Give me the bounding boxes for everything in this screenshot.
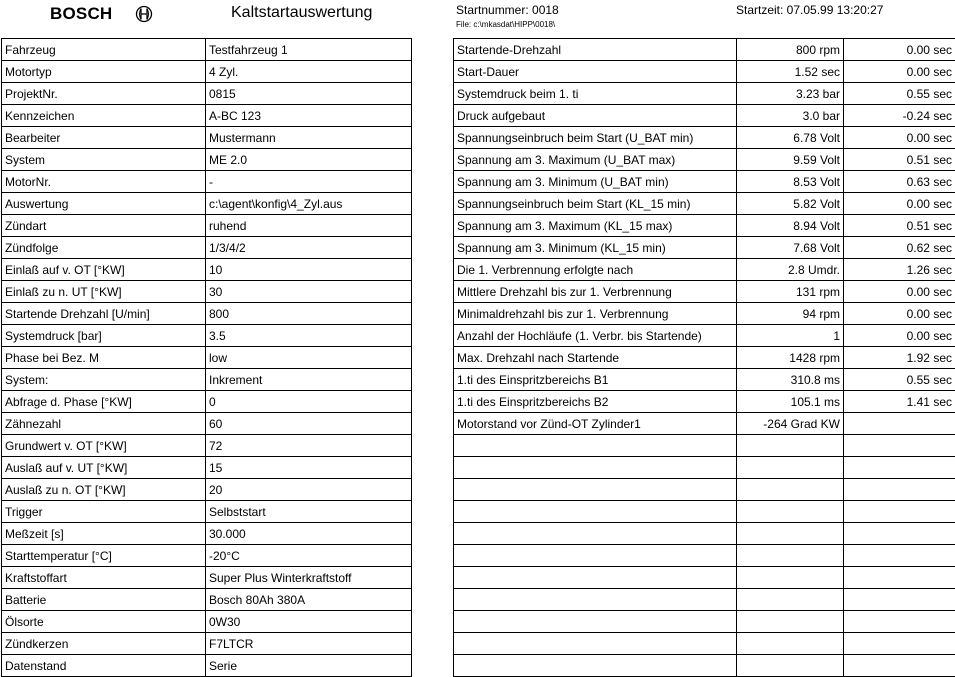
result-time [844, 611, 955, 633]
parameter-label: Batterie [2, 589, 206, 611]
result-value [737, 633, 844, 655]
result-label [454, 479, 737, 501]
table-row [2, 105, 412, 127]
table-row [2, 193, 412, 215]
result-label: Spannungseinbruch beim Start (KL_15 min) [454, 193, 737, 215]
result-time: 1.41 sec [844, 391, 955, 413]
table-row [2, 479, 412, 501]
table-row [454, 149, 955, 171]
result-label: Spannungseinbruch beim Start (U_BAT min) [454, 127, 737, 149]
table-row [454, 127, 955, 149]
result-label: Druck aufgebaut [454, 105, 737, 127]
result-label: 1.ti des Einspritzbereichs B2 [454, 391, 737, 413]
parameter-label: Datenstand [2, 655, 206, 677]
start-number: Startnummer: 0018 [456, 3, 559, 17]
parameter-label: Bearbeiter [2, 127, 206, 149]
table-row [454, 325, 955, 347]
table-row [2, 413, 412, 435]
table-row [2, 259, 412, 281]
brand-logo: BOSCH [50, 4, 112, 24]
result-time [844, 457, 955, 479]
parameter-label: Auslaß auf v. UT [°KW] [2, 457, 206, 479]
parameter-label: Fahrzeug [2, 39, 206, 61]
result-time [844, 567, 955, 589]
parameter-value: Testfahrzeug 1 [206, 39, 412, 61]
table-row [2, 523, 412, 545]
result-label [454, 633, 737, 655]
result-label: Minimaldrehzahl bis zur 1. Verbrennung [454, 303, 737, 325]
result-value: 3.0 bar [737, 105, 844, 127]
parameter-value: 60 [206, 413, 412, 435]
parameter-value: Mustermann [206, 127, 412, 149]
result-time: 0.00 sec [844, 193, 955, 215]
result-time: 0.51 sec [844, 215, 955, 237]
parameter-label: Auslaß zu n. OT [°KW] [2, 479, 206, 501]
result-value: 2.8 Umdr. [737, 259, 844, 281]
table-row [2, 347, 412, 369]
table-row [454, 61, 955, 83]
parameter-value: Serie [206, 655, 412, 677]
table-row [454, 369, 955, 391]
parameter-value: ruhend [206, 215, 412, 237]
table-row [2, 237, 412, 259]
parameter-value: Super Plus Winterkraftstoff [206, 567, 412, 589]
parameter-value: 15 [206, 457, 412, 479]
result-value: 1.52 sec [737, 61, 844, 83]
parameter-value: Selbststart [206, 501, 412, 523]
result-time [844, 435, 955, 457]
table-row [454, 193, 955, 215]
result-value: 131 rpm [737, 281, 844, 303]
table-row [454, 589, 955, 611]
result-time: 0.62 sec [844, 237, 955, 259]
parameter-value: 72 [206, 435, 412, 457]
table-row [2, 501, 412, 523]
result-value [737, 655, 844, 677]
result-time [844, 655, 955, 677]
table-row [454, 259, 955, 281]
parameter-value: 0W30 [206, 611, 412, 633]
parameter-value: 4 Zyl. [206, 61, 412, 83]
result-time: 1.92 sec [844, 347, 955, 369]
result-label: Spannung am 3. Minimum (U_BAT min) [454, 171, 737, 193]
result-value: 8.94 Volt [737, 215, 844, 237]
table-row [2, 39, 412, 61]
result-value: 7.68 Volt [737, 237, 844, 259]
result-value: -264 Grad KW [737, 413, 844, 435]
result-label: Motorstand vor Zünd-OT Zylinder1 [454, 413, 737, 435]
result-value: 6.78 Volt [737, 127, 844, 149]
parameter-label: System [2, 149, 206, 171]
result-label: Start-Dauer [454, 61, 737, 83]
vehicle-parameters-table [1, 38, 412, 677]
parameter-label: Trigger [2, 501, 206, 523]
parameter-label: System: [2, 369, 206, 391]
result-time: 0.00 sec [844, 325, 955, 347]
table-row [2, 171, 412, 193]
parameter-label: Einlaß auf v. OT [°KW] [2, 259, 206, 281]
table-row [2, 281, 412, 303]
result-label: Spannung am 3. Maximum (U_BAT max) [454, 149, 737, 171]
result-time [844, 633, 955, 655]
parameter-value: F7LTCR [206, 633, 412, 655]
table-row [454, 281, 955, 303]
table-row [2, 127, 412, 149]
table-row [2, 457, 412, 479]
parameter-label: Starttemperatur [°C] [2, 545, 206, 567]
result-value [737, 435, 844, 457]
table-row [454, 171, 955, 193]
result-label: Anzahl der Hochläufe (1. Verbr. bis Startende) [454, 325, 737, 347]
result-value [737, 611, 844, 633]
table-row [2, 391, 412, 413]
table-row [454, 501, 955, 523]
parameter-label: ProjektNr. [2, 83, 206, 105]
result-value: 94 rpm [737, 303, 844, 325]
result-value [737, 457, 844, 479]
table-row [454, 347, 955, 369]
result-label: Max. Drehzahl nach Startende [454, 347, 737, 369]
table-row [454, 83, 955, 105]
result-label [454, 501, 737, 523]
table-row [2, 61, 412, 83]
parameter-value: 30 [206, 281, 412, 303]
table-row [454, 567, 955, 589]
result-value: 1428 rpm [737, 347, 844, 369]
parameter-label: Zündart [2, 215, 206, 237]
table-row [2, 589, 412, 611]
result-label: Mittlere Drehzahl bis zur 1. Verbrennung [454, 281, 737, 303]
result-value [737, 523, 844, 545]
parameter-label: Phase bei Bez. M [2, 347, 206, 369]
parameter-label: Auswertung [2, 193, 206, 215]
parameter-label: Zündfolge [2, 237, 206, 259]
result-label: Spannung am 3. Maximum (KL_15 max) [454, 215, 737, 237]
parameter-value: 0815 [206, 83, 412, 105]
result-time: 0.00 sec [844, 281, 955, 303]
table-row [2, 215, 412, 237]
result-label [454, 545, 737, 567]
parameter-label: Motortyp [2, 61, 206, 83]
table-row [454, 545, 955, 567]
table-row [454, 611, 955, 633]
page-title: Kaltstartauswertung [231, 4, 372, 22]
result-label [454, 589, 737, 611]
parameter-value: 20 [206, 479, 412, 501]
parameter-label: Abfrage d. Phase [°KW] [2, 391, 206, 413]
result-time [844, 501, 955, 523]
parameter-value: Bosch 80Ah 380A [206, 589, 412, 611]
result-time: 0.63 sec [844, 171, 955, 193]
result-value [737, 479, 844, 501]
result-time: 0.51 sec [844, 149, 955, 171]
table-row [454, 435, 955, 457]
parameter-label: Kennzeichen [2, 105, 206, 127]
parameter-label: Meßzeit [s] [2, 523, 206, 545]
file-path: File: c:\mkasdat\HIPP\0018\ [456, 20, 555, 29]
result-time: 0.00 sec [844, 127, 955, 149]
start-time: Startzeit: 07.05.99 13:20:27 [736, 3, 883, 17]
result-time: 0.55 sec [844, 369, 955, 391]
result-time: 0.55 sec [844, 83, 955, 105]
result-label: Startende-Drehzahl [454, 39, 737, 61]
parameter-label: Startende Drehzahl [U/min] [2, 303, 206, 325]
result-label [454, 457, 737, 479]
result-label [454, 435, 737, 457]
parameter-value: ME 2.0 [206, 149, 412, 171]
table-row [454, 391, 955, 413]
result-time [844, 413, 955, 435]
parameter-label: Einlaß zu n. UT [°KW] [2, 281, 206, 303]
table-row [2, 83, 412, 105]
table-row [2, 611, 412, 633]
parameter-label: Kraftstoffart [2, 567, 206, 589]
table-row [454, 655, 955, 677]
parameter-value: 10 [206, 259, 412, 281]
table-row [454, 523, 955, 545]
table-row [2, 149, 412, 171]
parameter-value: 3.5 [206, 325, 412, 347]
parameter-label: Systemdruck [bar] [2, 325, 206, 347]
table-row [2, 655, 412, 677]
table-row [2, 545, 412, 567]
result-time [844, 523, 955, 545]
parameter-value: 1/3/4/2 [206, 237, 412, 259]
result-value [737, 545, 844, 567]
parameter-value: 30.000 [206, 523, 412, 545]
result-time [844, 589, 955, 611]
table-row [2, 303, 412, 325]
result-label [454, 523, 737, 545]
result-time [844, 479, 955, 501]
evaluation-results-table [453, 38, 955, 677]
result-value: 8.53 Volt [737, 171, 844, 193]
result-value: 800 rpm [737, 39, 844, 61]
parameter-value: c:\agent\konfig\4_Zyl.aus [206, 193, 412, 215]
parameter-label: Zündkerzen [2, 633, 206, 655]
parameter-value: low [206, 347, 412, 369]
result-time: 0.00 sec [844, 303, 955, 325]
result-value: 105.1 ms [737, 391, 844, 413]
table-row [454, 105, 955, 127]
result-label [454, 611, 737, 633]
result-time: 0.00 sec [844, 61, 955, 83]
result-value: 5.82 Volt [737, 193, 844, 215]
result-label: 1.ti des Einspritzbereichs B1 [454, 369, 737, 391]
bosch-armature-icon [135, 5, 153, 23]
result-time: 0.00 sec [844, 39, 955, 61]
table-row [454, 457, 955, 479]
parameter-label: Grundwert v. OT [°KW] [2, 435, 206, 457]
result-label: Spannung am 3. Minimum (KL_15 min) [454, 237, 737, 259]
result-label [454, 655, 737, 677]
table-row [454, 479, 955, 501]
table-row [2, 325, 412, 347]
result-value: 3.23 bar [737, 83, 844, 105]
result-value: 9.59 Volt [737, 149, 844, 171]
result-value [737, 589, 844, 611]
parameter-value: -20°C [206, 545, 412, 567]
table-row [454, 39, 955, 61]
parameter-value: 0 [206, 391, 412, 413]
table-row [2, 567, 412, 589]
result-value: 1 [737, 325, 844, 347]
result-label: Die 1. Verbrennung erfolgte nach [454, 259, 737, 281]
parameter-value: 800 [206, 303, 412, 325]
result-label [454, 567, 737, 589]
parameter-label: Zähnezahl [2, 413, 206, 435]
parameter-label: MotorNr. [2, 171, 206, 193]
result-value [737, 567, 844, 589]
parameter-label: Ölsorte [2, 611, 206, 633]
result-value: 310.8 ms [737, 369, 844, 391]
parameter-value: Inkrement [206, 369, 412, 391]
table-row [454, 303, 955, 325]
result-time: -0.24 sec [844, 105, 955, 127]
result-value [737, 501, 844, 523]
table-row [2, 633, 412, 655]
parameter-value: A-BC 123 [206, 105, 412, 127]
table-row [454, 237, 955, 259]
table-row [2, 369, 412, 391]
parameter-value: - [206, 171, 412, 193]
result-time [844, 545, 955, 567]
result-label: Systemdruck beim 1. ti [454, 83, 737, 105]
table-row [454, 413, 955, 435]
table-row [2, 435, 412, 457]
result-time: 1.26 sec [844, 259, 955, 281]
table-row [454, 215, 955, 237]
table-row [454, 633, 955, 655]
